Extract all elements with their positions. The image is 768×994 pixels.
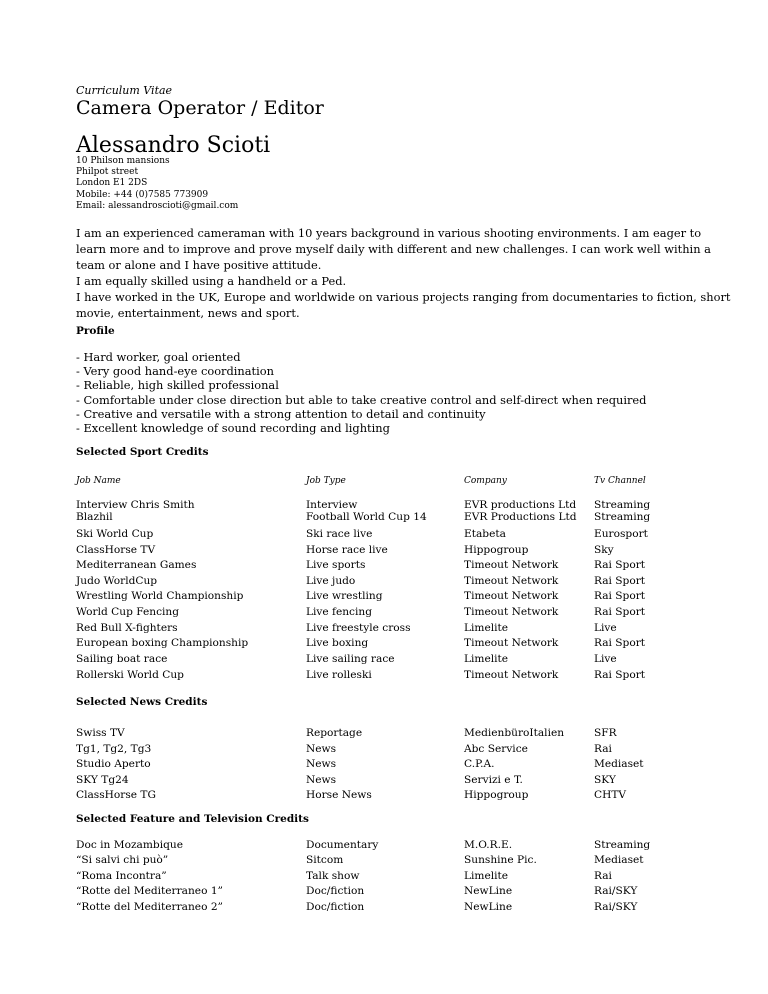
job-type-cell: Live sports [306, 559, 366, 571]
job-type-cell: Doc/fiction [306, 885, 365, 897]
job-type-cell: News [306, 774, 337, 786]
company-cell: Timeout Network [464, 637, 559, 649]
job-name-cell: Sailing boat race [76, 653, 168, 665]
tv-channel-cell: Mediaset [594, 854, 644, 866]
company-cell: Limelite [464, 653, 509, 665]
tv-channel-cell: Streaming [594, 499, 651, 511]
job-name-cell: ClassHorse TG [76, 789, 156, 801]
job-type-cell: Ski race live [306, 528, 373, 540]
profile-item: - Very good hand-eye coordination [76, 364, 274, 379]
tv-channel-cell: Mediaset [594, 758, 644, 770]
job-name-cell: Mediterranean Games [76, 559, 197, 571]
job-type-cell: Live fencing [306, 606, 372, 618]
job-type-cell: Horse News [306, 789, 372, 801]
job-type-cell: Doc/fiction [306, 901, 365, 913]
job-name-cell: ClassHorse TV [76, 544, 156, 556]
sport-credits-heading: Selected Sport Credits [76, 446, 209, 458]
tv-channel-cell: Rai Sport [594, 669, 646, 681]
company-cell: EVR productions Ltd [464, 499, 577, 511]
address-line: Philpot street [76, 167, 139, 178]
tv-channel-cell: Rai Sport [594, 575, 646, 587]
profile-list [76, 350, 646, 435]
cv-label: Curriculum Vitae [76, 84, 173, 97]
job-name-cell: Swiss TV [76, 727, 125, 739]
company-cell: Timeout Network [464, 559, 559, 571]
job-name-cell: Studio Aperto [76, 758, 151, 770]
job-type-cell: Horse race live [306, 544, 388, 556]
job-type-cell: Documentary [306, 839, 379, 851]
column-header-job-type: Job Type [306, 476, 346, 486]
job-name-cell: Judo WorldCup [76, 575, 158, 587]
profile-item: - Reliable, high skilled professional [76, 378, 279, 393]
contact-block [76, 156, 238, 212]
tv-channel-cell: SFR [594, 727, 617, 739]
tv-channel-cell: Rai [594, 870, 612, 882]
tv-channel-cell: Rai/SKY [594, 901, 638, 913]
job-type-cell: Live boxing [306, 637, 369, 649]
job-type-cell: Live rolleski [306, 669, 372, 681]
job-name-cell: Interview Chris Smith [76, 499, 195, 511]
profile-item: - Hard worker, goal oriented [76, 350, 241, 364]
company-cell: Timeout Network [464, 590, 559, 602]
tv-channel-cell: Rai Sport [594, 606, 646, 618]
job-name-cell: “Rotte del Mediterraneo 1” [76, 885, 223, 897]
address-line: London E1 2DS [76, 178, 148, 189]
summary-line: I am an experienced cameraman with 10 years background in various shooting environments. I am eager to [76, 226, 702, 240]
company-cell: NewLine [464, 885, 513, 897]
job-type-cell: News [306, 743, 337, 755]
tv-channel-cell: Rai [594, 743, 612, 755]
company-cell: EVR Productions Ltd [464, 511, 577, 523]
company-cell: Limelite [464, 870, 509, 882]
tv-channel-cell: Rai Sport [594, 590, 646, 602]
job-type-cell: Live wrestling [306, 590, 383, 602]
job-name-cell: Red Bull X-fighters [76, 622, 178, 634]
job-title: Camera Operator / Editor [76, 97, 324, 119]
profile-item: - Creative and versatile with a strong attention to detail and continuity [76, 406, 486, 421]
email-line: Email: alessandroscioti@gmail.com [76, 200, 239, 211]
job-type-cell: Talk show [306, 870, 360, 882]
tv-channel-cell: Sky [594, 544, 614, 556]
tv-channel-cell: Rai Sport [594, 559, 646, 571]
company-cell: Etabeta [464, 528, 506, 540]
job-name-cell: Ski World Cup [76, 528, 154, 540]
tv-channel-cell: Live [594, 622, 617, 634]
job-name-cell: European boxing Championship [76, 637, 249, 649]
summary-line: I have worked in the UK, Europe and worldwide on various projects ranging from documentaries to fiction, short [76, 290, 731, 304]
job-name-cell: Rollerski World Cup [76, 669, 184, 681]
summary-line: I am equally skilled using a handheld or a Ped. [76, 274, 347, 288]
company-cell: M.O.R.E. [464, 839, 513, 851]
tv-channel-cell: CHTV [594, 789, 627, 801]
profile-heading: Profile [76, 325, 115, 337]
job-name-cell: Blazhil [76, 511, 113, 523]
job-type-cell: Reportage [306, 727, 363, 739]
job-type-cell: Live freestyle cross [306, 622, 411, 634]
tv-channel-cell: Live [594, 653, 617, 665]
company-cell: Limelite [464, 622, 509, 634]
column-header-tv-channel: Tv Channel [594, 476, 646, 486]
summary-line: movie, entertainment, news and sport. [76, 306, 300, 320]
job-name-cell: Doc in Mozambique [76, 839, 183, 851]
company-cell: Hippogroup [464, 789, 529, 801]
company-cell: Abc Service [464, 743, 528, 755]
candidate-name: Alessandro Scioti [76, 133, 271, 158]
job-name-cell: Wrestling World Championship [76, 590, 244, 602]
tv-channel-cell: Eurosport [594, 528, 648, 540]
profile-item: - Comfortable under close direction but able to take creative control and self-direct when required [76, 392, 647, 407]
job-name-cell: “Rotte del Mediterraneo 2” [76, 901, 223, 913]
company-cell: MedienbüroItalien [464, 727, 565, 739]
job-name-cell: Tg1, Tg2, Tg3 [76, 743, 152, 755]
company-cell: NewLine [464, 901, 513, 913]
job-name-cell: “Si salvi chi può” [76, 854, 169, 866]
job-type-cell: Football World Cup 14 [306, 511, 427, 523]
company-cell: Hippogroup [464, 544, 529, 556]
company-cell: Timeout Network [464, 606, 559, 618]
job-type-cell: Live judo [306, 575, 356, 587]
job-name-cell: World Cup Fencing [76, 606, 180, 618]
summary-paragraph [76, 225, 731, 321]
profile-item: - Excellent knowledge of sound recording and lighting [76, 421, 390, 436]
tv-channel-cell: Streaming [594, 511, 651, 523]
summary-line: team or alone and I have positive attitude. [76, 258, 322, 272]
company-cell: Sunshine Pic. [464, 854, 537, 866]
summary-line: learn more and to improve and prove myself daily with different and new challenges. I can work well within a [76, 242, 711, 256]
feature-credits-heading: Selected Feature and Television Credits [76, 813, 309, 825]
address-line: 10 Philson mansions [76, 156, 170, 166]
job-name-cell: “Roma Incontra” [76, 870, 167, 882]
job-type-cell: Live sailing race [306, 653, 395, 665]
job-type-cell: Interview [306, 499, 358, 511]
tv-channel-cell: SKY [594, 774, 616, 786]
company-cell: Timeout Network [464, 575, 559, 587]
company-cell: C.P.A. [464, 758, 495, 770]
job-type-cell: Sitcom [306, 854, 344, 866]
company-cell: Servizi e T. [464, 774, 523, 786]
mobile-line: Mobile: +44 (0)7585 773909 [76, 189, 209, 200]
column-header-company: Company [464, 476, 507, 486]
job-type-cell: News [306, 758, 337, 770]
news-credits-heading: Selected News Credits [76, 696, 208, 708]
column-header-job-name: Job Name [76, 476, 121, 486]
tv-channel-cell: Rai/SKY [594, 885, 638, 897]
job-name-cell: SKY Tg24 [76, 774, 129, 786]
tv-channel-cell: Rai Sport [594, 637, 646, 649]
tv-channel-cell: Streaming [594, 839, 651, 851]
company-cell: Timeout Network [464, 669, 559, 681]
